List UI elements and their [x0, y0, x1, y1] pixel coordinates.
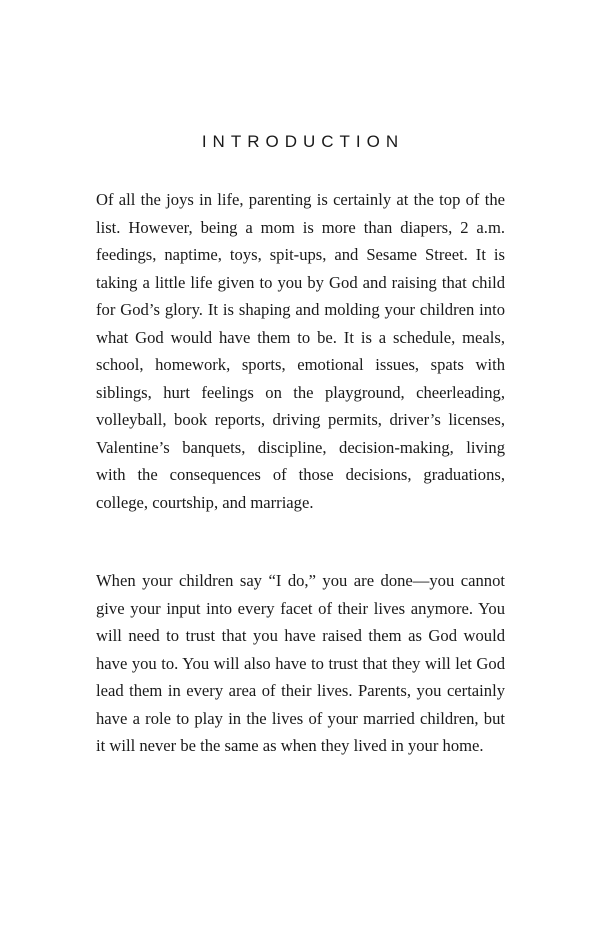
body-paragraph-2: When your children say “I do,” you are done—you cannot give your input into every facet of their lives anymore. You will need to trust that you have raised them as God would have you to. You will also have to trust that they will let God lead them in every area of their lives. Parents, you certainly have a role to play in the lives of your married children, but it will never be the same as when they lived in your home. — [96, 571, 505, 755]
chapter-heading: INTRODUCTION — [201, 132, 405, 151]
body-paragraph-1: Of all the joys in life, parenting is certainly at the top of the list. However, being a mom is more than diapers, 2 a.m. feedings, naptime, toys, spit-ups, and Sesame Street. It is taking a little life given to you by God and raising that child for God’s glory. It is shaping and molding your children into what God would have them to be. It is a schedule, meals, school, homework, sports, emotional issues, spats with siblings, hurt feelings on the playground, cheerleading, volleyball, book reports, driving permits, driver’s licenses, Valentine’s banquets, discipline, decision-making, living with the consequences of those decisions, graduations, college, courtship, and marriage. — [96, 190, 505, 512]
